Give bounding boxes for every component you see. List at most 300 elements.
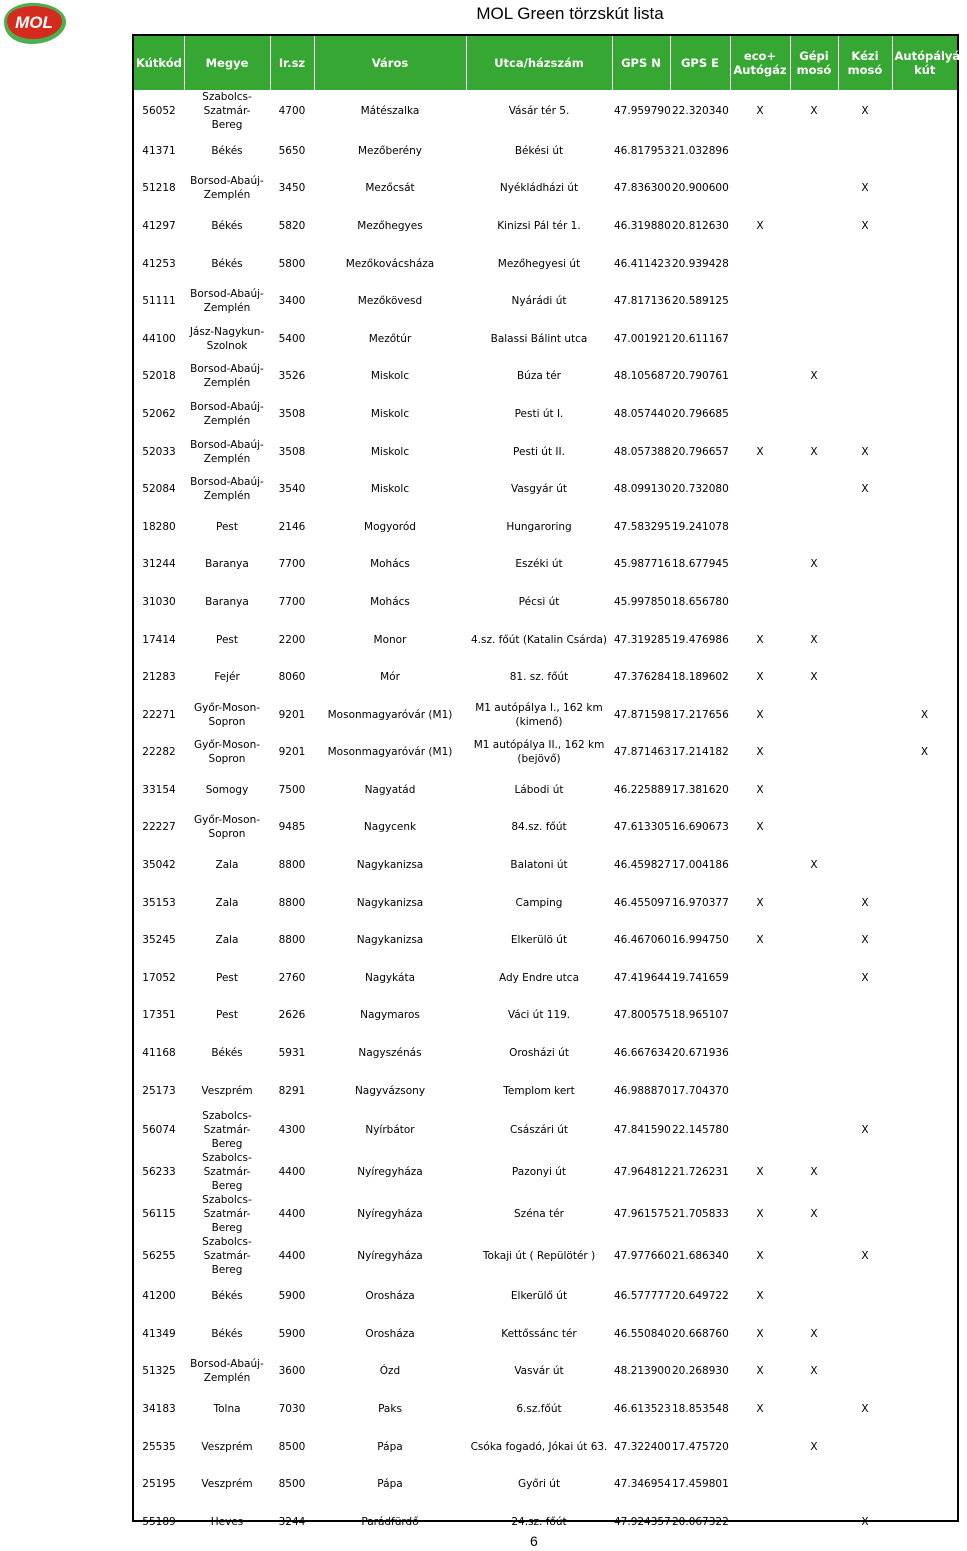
cell-gps-e: 17.217656 xyxy=(672,708,729,721)
document-title: MOL Green törzskút lista xyxy=(476,4,664,23)
cell-megye: Zala xyxy=(215,896,239,909)
cell-utca: Pesti út II. xyxy=(513,445,565,458)
column-header-gepi-moso: Gépi mosó xyxy=(790,36,838,90)
cell-autopalyas-kut xyxy=(892,508,957,546)
cell-utca: Nyárádi út xyxy=(511,295,567,308)
cell-kutkod: 25535 xyxy=(142,1440,176,1453)
cell-gps-e: 17.704370 xyxy=(672,1084,729,1097)
cell-varos: Mogyoród xyxy=(364,520,416,533)
cell-eco-autogaz xyxy=(730,170,790,208)
cell-varos: Mosonmagyaróvár (M1) xyxy=(327,708,453,721)
cell-kutkod: 22271 xyxy=(142,708,176,721)
cell-utca: Vasgyár út xyxy=(510,483,567,496)
cell-kezi-moso xyxy=(838,1034,892,1072)
cell-gps-n: 47.836300 xyxy=(614,182,671,195)
cell-gps-e: 22.320340 xyxy=(672,105,729,117)
cell-autopalyas-kut xyxy=(892,395,957,433)
cell-kutkod: 52084 xyxy=(142,483,176,496)
cell-irsz: 9201 xyxy=(278,746,306,759)
cell-irsz: 8060 xyxy=(278,671,306,684)
cell-gepi-moso: X xyxy=(810,1166,818,1179)
cell-autopalyas-kut xyxy=(892,245,957,283)
cell-varos: Nagykanizsa xyxy=(356,934,424,947)
cell-kezi-moso: X xyxy=(861,1403,869,1416)
cell-megye: Veszprém xyxy=(201,1440,253,1453)
cell-utca: Hungaroring xyxy=(506,520,572,533)
cell-gps-n: 47.961575 xyxy=(614,1208,671,1221)
table-row xyxy=(134,846,957,884)
cell-autopalyas-kut xyxy=(892,1503,957,1541)
cell-utca: Váci út 119. xyxy=(507,1009,571,1022)
cell-varos: Nyíregyháza xyxy=(357,1250,423,1263)
cell-gps-n: 46.319880 xyxy=(614,219,671,232)
cell-varos: Pápa xyxy=(377,1478,403,1491)
cell-kezi-moso xyxy=(838,1428,892,1466)
cell-megye: Békés xyxy=(211,257,243,270)
cell-kezi-moso xyxy=(838,546,892,584)
cell-varos: Nagycenk xyxy=(363,821,417,834)
cell-eco-autogaz xyxy=(730,132,790,170)
cell-megye: Borsod-Abaúj- Zemplén xyxy=(190,400,264,427)
cell-gepi-moso xyxy=(790,1034,838,1072)
cell-irsz: 4400 xyxy=(278,1208,306,1221)
table-row xyxy=(134,1503,957,1541)
column-header-megye: Megye xyxy=(184,36,270,90)
table-row xyxy=(134,1109,957,1151)
cell-irsz: 8500 xyxy=(278,1440,306,1453)
column-header-gps-n: GPS N xyxy=(612,36,670,90)
cell-irsz: 7500 xyxy=(278,783,306,796)
cell-kezi-moso xyxy=(838,1151,892,1193)
cell-varos: Nagykanizsa xyxy=(356,896,424,909)
cell-megye: Somogy xyxy=(205,783,249,796)
cell-gps-n: 47.871463 xyxy=(614,746,671,759)
table-row xyxy=(134,1193,957,1235)
cell-megye: Békés xyxy=(211,1047,243,1060)
cell-eco-autogaz: X xyxy=(756,1290,764,1303)
cell-gps-e: 20.812630 xyxy=(672,219,729,232)
cell-gepi-moso xyxy=(790,696,838,734)
cell-gepi-moso xyxy=(790,320,838,358)
cell-autopalyas-kut xyxy=(892,207,957,245)
cell-gps-n: 45.987716 xyxy=(614,558,671,571)
cell-eco-autogaz: X xyxy=(756,1327,764,1340)
cell-varos: Nyíregyháza xyxy=(357,1166,423,1179)
cell-megye: Győr-Moson- Sopron xyxy=(193,739,261,766)
cell-varos: Nagykanizsa xyxy=(356,859,424,872)
table-row xyxy=(134,1277,957,1315)
cell-gepi-moso xyxy=(790,1503,838,1541)
cell-eco-autogaz xyxy=(730,1465,790,1503)
cell-utca: Vásár tér 5. xyxy=(508,105,570,117)
column-header-autopalyas-kut: Autópályás kút xyxy=(892,36,957,90)
cell-kezi-moso xyxy=(838,658,892,696)
cell-eco-autogaz: X xyxy=(756,821,764,834)
cell-gps-e: 17.475720 xyxy=(672,1440,729,1453)
cell-megye: Győr-Moson- Sopron xyxy=(193,814,261,841)
cell-gepi-moso: X xyxy=(810,1327,818,1340)
table-row xyxy=(134,508,957,546)
cell-irsz: 9485 xyxy=(278,821,306,834)
cell-utca: 6.sz.főút xyxy=(516,1403,562,1416)
cell-autopalyas-kut xyxy=(892,282,957,320)
cell-gps-e: 20.649722 xyxy=(672,1290,729,1303)
cell-eco-autogaz xyxy=(730,508,790,546)
cell-eco-autogaz xyxy=(730,470,790,508)
cell-kutkod: 35042 xyxy=(142,859,176,872)
cell-kezi-moso xyxy=(838,508,892,546)
cell-varos: Orosháza xyxy=(365,1290,415,1303)
cell-gepi-moso: X xyxy=(810,558,818,571)
cell-gps-n: 47.964812 xyxy=(614,1166,671,1179)
cell-gepi-moso: X xyxy=(810,859,818,872)
cell-gps-n: 46.613523 xyxy=(614,1403,671,1416)
table-row xyxy=(134,583,957,621)
cell-utca: Balassi Bálint utca xyxy=(490,332,588,345)
cell-varos: Mezőkovácsháza xyxy=(345,257,435,270)
cell-gps-e: 20.589125 xyxy=(672,295,729,308)
cell-varos: Mezőcsát xyxy=(365,182,415,195)
cell-gps-e: 20.939428 xyxy=(672,257,729,270)
cell-gepi-moso xyxy=(790,207,838,245)
cell-gepi-moso: X xyxy=(810,633,818,646)
cell-autopalyas-kut xyxy=(892,546,957,584)
cell-megye: Békés xyxy=(211,1327,243,1340)
cell-kutkod: 17351 xyxy=(142,1009,176,1022)
cell-autopalyas-kut xyxy=(892,132,957,170)
cell-megye: Szabolcs-Szatmár- Bereg xyxy=(202,91,252,131)
table-row xyxy=(134,395,957,433)
cell-irsz: 5800 xyxy=(278,257,306,270)
cell-gps-e: 19.241078 xyxy=(672,520,729,533)
table-body xyxy=(134,90,957,1541)
cell-kezi-moso xyxy=(838,846,892,884)
cell-megye: Tolna xyxy=(213,1403,241,1416)
table-header-row xyxy=(134,36,957,90)
cell-utca: 84.sz. főút xyxy=(511,821,567,834)
cell-gepi-moso: X xyxy=(810,1208,818,1221)
cell-gps-e: 17.004186 xyxy=(672,859,729,872)
cell-gps-n: 47.817136 xyxy=(614,295,671,308)
cell-kezi-moso xyxy=(838,320,892,358)
cell-autopalyas-kut xyxy=(892,1072,957,1110)
cell-autopalyas-kut xyxy=(892,583,957,621)
cell-gepi-moso xyxy=(790,1277,838,1315)
cell-kutkod: 41253 xyxy=(142,257,176,270)
cell-eco-autogaz: X xyxy=(756,1166,764,1179)
cell-megye: Borsod-Abaúj- Zemplén xyxy=(190,1358,264,1385)
table-row xyxy=(134,170,957,208)
table-row xyxy=(134,1151,957,1193)
cell-gepi-moso xyxy=(790,959,838,997)
cell-gepi-moso xyxy=(790,809,838,847)
cell-megye: Heves xyxy=(210,1515,244,1528)
cell-kezi-moso: X xyxy=(861,1124,869,1137)
cell-megye: Baranya xyxy=(205,558,249,571)
table-row xyxy=(134,997,957,1035)
cell-varos: Mezőkövesd xyxy=(357,295,423,308)
cell-kutkod: 31030 xyxy=(142,595,176,608)
cell-kezi-moso: X xyxy=(861,971,869,984)
cell-utca: Széna tér xyxy=(514,1208,564,1221)
table-row xyxy=(134,1235,957,1277)
cell-gepi-moso xyxy=(790,1390,838,1428)
table-row xyxy=(134,132,957,170)
cell-kezi-moso xyxy=(838,734,892,772)
cell-kutkod: 22227 xyxy=(142,821,176,834)
cell-gps-n: 46.817953 xyxy=(614,144,671,157)
cell-autopalyas-kut xyxy=(892,320,957,358)
cell-gps-e: 16.690673 xyxy=(672,821,729,834)
cell-kezi-moso xyxy=(838,1465,892,1503)
cell-gps-n: 46.988870 xyxy=(614,1084,671,1097)
cell-eco-autogaz xyxy=(730,1034,790,1072)
cell-irsz: 3508 xyxy=(278,445,306,458)
cell-megye: Békés xyxy=(211,144,243,157)
cell-kezi-moso: X xyxy=(861,934,869,947)
cell-kezi-moso xyxy=(838,771,892,809)
cell-eco-autogaz: X xyxy=(756,1403,764,1416)
cell-irsz: 2200 xyxy=(278,633,306,646)
table-row xyxy=(134,884,957,922)
cell-utca: Lábodi út xyxy=(514,783,564,796)
cell-autopalyas-kut xyxy=(892,170,957,208)
cell-gps-n: 47.841590 xyxy=(614,1124,671,1137)
cell-gps-n: 46.459827 xyxy=(614,859,671,872)
cell-kutkod: 31244 xyxy=(142,558,176,571)
table-row xyxy=(134,470,957,508)
cell-kutkod: 33154 xyxy=(142,783,176,796)
cell-gps-e: 17.214182 xyxy=(672,746,729,759)
cell-megye: Baranya xyxy=(205,595,249,608)
cell-megye: Pest xyxy=(215,520,238,533)
cell-kutkod: 41371 xyxy=(142,144,176,157)
cell-gps-n: 46.667634 xyxy=(614,1047,671,1060)
cell-utca: Kettőssánc tér xyxy=(501,1327,577,1340)
cell-irsz: 7700 xyxy=(278,558,306,571)
table-row xyxy=(134,320,957,358)
cell-kezi-moso: X xyxy=(861,483,869,496)
cell-varos: Pápa xyxy=(377,1440,403,1453)
cell-gepi-moso: X xyxy=(810,1440,818,1453)
cell-eco-autogaz: X xyxy=(756,105,764,117)
cell-utca: Balatoni út xyxy=(510,859,568,872)
cell-megye: Pest xyxy=(215,971,238,984)
cell-kutkod: 56255 xyxy=(142,1250,176,1263)
cell-gps-n: 47.977660 xyxy=(614,1250,671,1263)
table-row xyxy=(134,1428,957,1466)
cell-irsz: 8800 xyxy=(278,896,306,909)
cell-utca: Vasvár út xyxy=(514,1365,564,1378)
table-row xyxy=(134,921,957,959)
cell-autopalyas-kut xyxy=(892,884,957,922)
cell-autopalyas-kut xyxy=(892,90,957,132)
cell-eco-autogaz xyxy=(730,1503,790,1541)
cell-megye: Szabolcs-Szatmár- Bereg xyxy=(202,1110,252,1151)
cell-kezi-moso xyxy=(838,1193,892,1235)
cell-kezi-moso xyxy=(838,1277,892,1315)
cell-gps-n: 47.001921 xyxy=(614,332,671,345)
cell-megye: Pest xyxy=(215,633,238,646)
cell-irsz: 4400 xyxy=(278,1250,306,1263)
table-row xyxy=(134,207,957,245)
cell-utca: Pazonyi út xyxy=(511,1166,567,1179)
station-table xyxy=(134,36,967,1541)
cell-varos: Nagymaros xyxy=(360,1009,420,1022)
cell-autopalyas-kut xyxy=(892,997,957,1035)
cell-gps-n: 47.419644 xyxy=(614,971,671,984)
cell-kutkod: 52033 xyxy=(142,445,176,458)
cell-kutkod: 52018 xyxy=(142,370,176,383)
cell-gps-e: 21.705833 xyxy=(672,1208,729,1221)
cell-varos: Miskolc xyxy=(370,407,410,420)
cell-gepi-moso xyxy=(790,470,838,508)
cell-varos: Miskolc xyxy=(370,370,410,383)
cell-irsz: 3600 xyxy=(278,1365,306,1378)
cell-utca: Orosházi út xyxy=(509,1047,569,1060)
column-header-gps-e: GPS E xyxy=(670,36,730,90)
cell-autopalyas-kut xyxy=(892,1193,957,1235)
column-header-kezi-moso: Kézi mosó xyxy=(838,36,892,90)
cell-kutkod: 52062 xyxy=(142,407,176,420)
cell-eco-autogaz xyxy=(730,320,790,358)
column-header-utca: Utca/házszám xyxy=(466,36,612,90)
cell-gps-e: 20.900600 xyxy=(672,182,729,195)
cell-utca: 81. sz. főút xyxy=(509,671,569,684)
cell-eco-autogaz: X xyxy=(756,1208,764,1221)
cell-autopalyas-kut: X xyxy=(920,746,929,759)
cell-kutkod: 41168 xyxy=(142,1047,176,1060)
cell-varos: Ózd xyxy=(379,1365,401,1378)
cell-gps-e: 19.476986 xyxy=(672,633,729,646)
cell-utca: Kinizsi Pál tér 1. xyxy=(497,219,581,232)
page-number: 6 xyxy=(530,1533,538,1549)
cell-gps-e: 16.994750 xyxy=(672,934,729,947)
cell-megye: Jász-Nagykun- Szolnok xyxy=(189,325,265,352)
cell-kezi-moso: X xyxy=(861,896,869,909)
cell-varos: Mezőhegyes xyxy=(357,219,423,232)
table-row xyxy=(134,245,957,283)
cell-gps-e: 20.796685 xyxy=(672,407,729,420)
cell-gepi-moso xyxy=(790,245,838,283)
cell-autopalyas-kut xyxy=(892,1428,957,1466)
cell-varos: Miskolc xyxy=(370,445,410,458)
cell-kutkod: 41200 xyxy=(142,1290,176,1303)
cell-kezi-moso: X xyxy=(861,1250,869,1263)
cell-gps-n: 47.959790 xyxy=(614,105,671,117)
cell-varos: Mór xyxy=(380,671,400,684)
table-row xyxy=(134,90,957,132)
cell-irsz: 7700 xyxy=(278,595,306,608)
cell-utca: Camping xyxy=(515,896,563,909)
cell-gps-n: 47.800575 xyxy=(614,1009,671,1022)
mol-logo xyxy=(0,0,68,46)
cell-kezi-moso xyxy=(838,132,892,170)
cell-kutkod: 44100 xyxy=(142,332,176,345)
cell-gepi-moso xyxy=(790,282,838,320)
cell-utca: Mezőhegyesi út xyxy=(497,257,581,270)
cell-kutkod: 18280 xyxy=(142,520,176,533)
cell-megye: Szabolcs-Szatmár- Bereg xyxy=(202,1194,252,1235)
cell-eco-autogaz: X xyxy=(756,896,764,909)
table-row xyxy=(134,1315,957,1353)
table-row xyxy=(134,696,957,734)
table-row xyxy=(134,771,957,809)
cell-utca: Búza tér xyxy=(516,370,562,383)
cell-utca: M1 autópálya I., 162 km (kimenő) xyxy=(475,701,603,728)
cell-gepi-moso: X xyxy=(810,370,818,383)
station-table-container xyxy=(132,34,967,1528)
cell-kutkod: 35245 xyxy=(142,934,176,947)
cell-eco-autogaz xyxy=(730,959,790,997)
cell-autopalyas-kut xyxy=(892,1235,957,1277)
cell-kutkod: 56052 xyxy=(142,105,176,117)
cell-gps-n: 47.613305 xyxy=(614,821,671,834)
column-header-irsz: Ir.sz xyxy=(270,36,314,90)
cell-gepi-moso xyxy=(790,921,838,959)
cell-varos: Monor xyxy=(373,633,407,646)
cell-gps-e: 18.189602 xyxy=(672,671,729,684)
cell-irsz: 8800 xyxy=(278,859,306,872)
cell-kutkod: 41349 xyxy=(142,1327,176,1340)
table-row xyxy=(134,734,957,772)
cell-varos: Mezőberény xyxy=(358,144,422,157)
cell-kezi-moso xyxy=(838,1315,892,1353)
cell-gepi-moso xyxy=(790,583,838,621)
cell-gps-e: 17.459801 xyxy=(672,1478,729,1491)
cell-megye: Borsod-Abaúj- Zemplén xyxy=(190,288,264,315)
cell-autopalyas-kut xyxy=(892,1151,957,1193)
cell-megye: Borsod-Abaúj- Zemplén xyxy=(190,476,264,503)
cell-gps-n: 46.411423 xyxy=(614,257,671,270)
cell-utca: Csóka fogadó, Jókai út 63. xyxy=(470,1440,608,1453)
cell-eco-autogaz xyxy=(730,997,790,1035)
cell-utca: Ady Endre utca xyxy=(498,971,580,984)
cell-megye: Borsod-Abaúj- Zemplén xyxy=(190,175,264,202)
cell-eco-autogaz xyxy=(730,583,790,621)
cell-gepi-moso xyxy=(790,170,838,208)
table-row xyxy=(134,959,957,997)
cell-autopalyas-kut xyxy=(892,959,957,997)
cell-autopalyas-kut xyxy=(892,1465,957,1503)
cell-gepi-moso xyxy=(790,132,838,170)
cell-megye: Zala xyxy=(215,934,239,947)
cell-megye: Zala xyxy=(215,859,239,872)
cell-utca: Pécsi út xyxy=(518,595,560,608)
cell-varos: Nagykáta xyxy=(364,971,416,984)
cell-megye: Győr-Moson- Sopron xyxy=(193,701,261,728)
cell-kezi-moso: X xyxy=(861,182,869,195)
cell-autopalyas-kut xyxy=(892,1390,957,1428)
cell-utca: Tokaji út ( Repülötér ) xyxy=(482,1250,596,1263)
cell-eco-autogaz: X xyxy=(756,633,764,646)
cell-eco-autogaz xyxy=(730,282,790,320)
cell-megye: Borsod-Abaúj- Zemplén xyxy=(190,363,264,390)
cell-utca: 4.sz. főút (Katalin Csárda) xyxy=(470,633,608,646)
cell-kutkod: 35153 xyxy=(142,896,176,909)
cell-gps-e: 20.796657 xyxy=(672,445,729,458)
cell-kezi-moso: X xyxy=(861,219,869,232)
cell-gps-e: 20.067322 xyxy=(672,1515,729,1528)
cell-gps-n: 45.997850 xyxy=(614,595,671,608)
cell-gps-e: 20.671936 xyxy=(672,1047,729,1060)
cell-gps-n: 47.583295 xyxy=(614,520,671,533)
cell-irsz: 5900 xyxy=(278,1290,306,1303)
cell-irsz: 3508 xyxy=(278,407,306,420)
cell-gepi-moso xyxy=(790,508,838,546)
cell-kutkod: 56233 xyxy=(142,1166,176,1179)
cell-gepi-moso xyxy=(790,1109,838,1151)
